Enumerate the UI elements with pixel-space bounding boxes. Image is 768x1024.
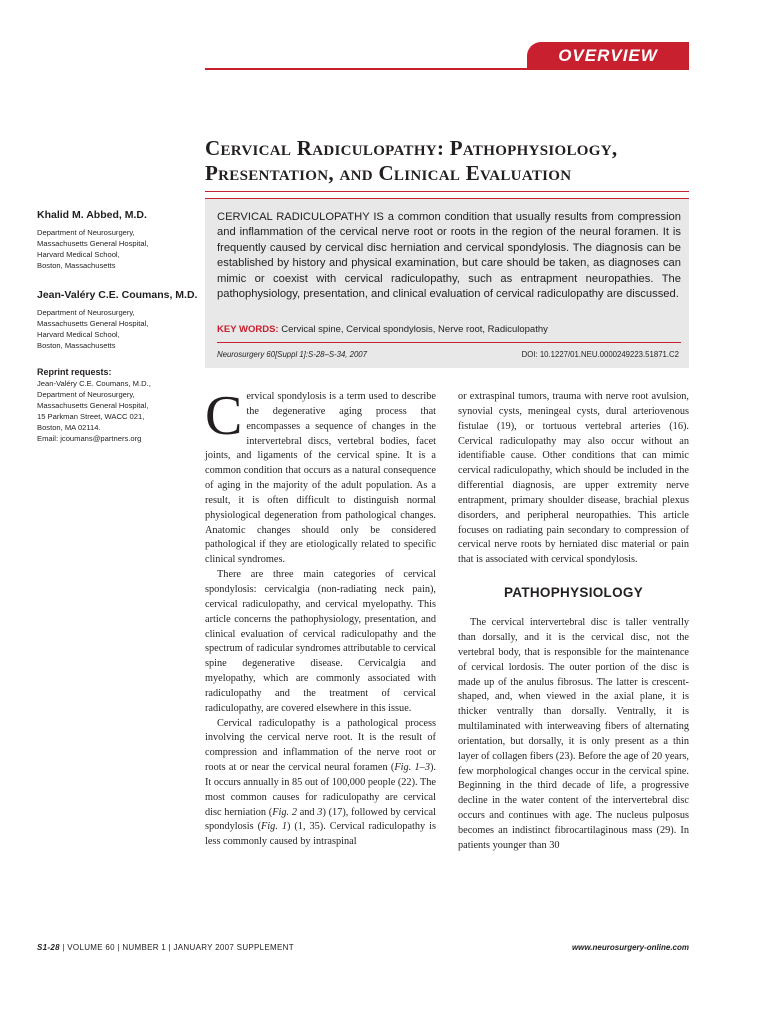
title-rule — [205, 191, 689, 192]
abstract-text: CERVICAL RADICULOPATHY IS a common condition that usually results from compression and inflammation of the cervical nerve root or roots in the region of the neural foramen. It is frequently caused by cervical disc herniation and cervical spondylosis. The diagnosis can be established by history and physical examination, but care should be taken, as diagnoses can mimic or coexist with cervical radiculopathy, such as entrapment neuropathies. The pathophysiology, presentation, and clinical evaluation of cervical radiculopathy are discussed. — [217, 211, 681, 301]
author-affiliation-line: Harvard Medical School, — [37, 330, 120, 339]
paragraph-text: Cervical radiculopathy is a pathological process involving the cervical nerve root. It is the result of compression and inflammation of the nerve root or roots at or near the cervical neural foramen ( — [205, 717, 436, 774]
author-affiliation-line: Boston, Massachusetts — [37, 261, 116, 270]
abstract-rule — [217, 342, 681, 343]
paragraph-text: ervical spondylosis is a term used to describe the degenerative aging process that encompasses a sequence of changes in the intervertebral discs, vertebral bodies, facet joints, and ligaments of the cervical spine. It is a common condition that occurs as a natural consequence of aging in the majority of the adult population. As a result, it is often difficult to distinguish normal physiological degeneration from pathological changes. Anatomic changes should only be considered pathological if they are etiologically related to specific clinical syndromes. — [205, 391, 436, 566]
paragraph-text: ). It occurs annually in 85 out of 100,000 people (22). The most common causes for radiculopathy are cervical disc herniation ( — [205, 762, 436, 818]
author-affiliation-line: Harvard Medical School, — [37, 250, 120, 259]
author-name: Jean-Valéry C.E. Coumans, M.D. — [37, 289, 198, 301]
keywords-list: Cervical spine, Cervical spondylosis, Nerve root, Radiculopathy — [281, 324, 548, 335]
author-affiliation-line: Massachusetts General Hospital, — [37, 239, 149, 248]
paragraph-text: ) (1, 35). Cervical radiculopathy is less commonly caused by intraspinal — [205, 821, 436, 848]
section-label-banner — [527, 42, 689, 69]
footer-issue-info — [37, 943, 294, 952]
abstract-box — [205, 198, 689, 368]
keywords — [217, 324, 681, 336]
figure-reference[interactable]: Fig. 1–3 — [394, 762, 430, 774]
author-affiliation-line: Massachusetts General Hospital, — [37, 319, 149, 328]
drop-cap: C — [205, 385, 243, 447]
figure-reference[interactable]: Fig. 2 — [272, 806, 297, 818]
body-paragraph: or extraspinal tumors, trauma with nerve root avulsion, synovial cysts, meningeal cysts, dural arteriovenous fistulae (19), or tortuous vertebral arteries (16). Cervical radiculopathy may also occur without an identifiable cause. Other conditions that can mimic cervical radiculopathy, which should be included in the differential diagnosis, are upper extremity nerve entrapment, primary shoulder disease, brachial plexus disorders, and peripheral neuropathies. This article focuses on radiating pain secondary to compression of cervical nerve roots by herniated disc material or pain that is associated with cervical spondylosis. — [458, 391, 689, 566]
body-column-right — [458, 390, 689, 854]
doi[interactable]: DOI: 10.1227/01.NEU.0000249223.51871.C2 — [521, 350, 679, 359]
reprint-heading: Reprint requests: — [37, 367, 112, 377]
issue-info: | VOLUME 60 | NUMBER 1 | JANUARY 2007 SUPPLEMENT — [62, 943, 294, 952]
author-affiliation-line: Department of Neurosurgery, — [37, 308, 135, 317]
reprint-line: Massachusetts General Hospital, — [37, 401, 149, 410]
figure-reference[interactable]: Fig. 1 — [261, 821, 287, 833]
reprint-line: Department of Neurosurgery, — [37, 390, 135, 399]
author-block-1 — [37, 209, 199, 271]
article-title — [205, 136, 689, 186]
article-title-line-1: Cervical Radiculopathy: Pathophysiology, — [205, 136, 618, 160]
citation: Neurosurgery 60[Suppl 1]:S-28–S-34, 2007 — [217, 350, 367, 359]
paragraph-text: and — [296, 806, 318, 818]
author-affiliation-line: Boston, Massachusetts — [37, 341, 116, 350]
author-block-2 — [37, 289, 199, 351]
reprint-line: Jean-Valéry C.E. Coumans, M.D., — [37, 379, 151, 388]
reprint-line: Boston, MA 02114. — [37, 423, 101, 432]
section-heading: PATHOPHYSIOLOGY — [503, 585, 643, 601]
article-title-line-2: Presentation, and Clinical Evaluation — [205, 161, 572, 185]
section-label: OVERVIEW — [558, 46, 658, 65]
reprint-line: 15 Parkman Street, WACC 021, — [37, 412, 145, 421]
reprint-requests — [37, 366, 199, 444]
author-affiliation-line: Department of Neurosurgery, — [37, 228, 135, 237]
header-rule — [205, 68, 689, 70]
reprint-email[interactable]: Email: jcoumans@partners.org — [37, 434, 142, 443]
body-paragraph — [205, 385, 436, 568]
page-number: S1-28 — [37, 943, 60, 952]
keywords-label: KEY WORDS: — [217, 324, 279, 335]
author-name: Khalid M. Abbed, M.D. — [37, 209, 147, 221]
body-paragraph — [205, 717, 436, 851]
body-paragraph: The cervical intervertebral disc is taller ventrally than dorsally, and it is the cervical disc, not the vertebral body, that is responsible for the maintenance of cervical lordosis. The outer portion of the disc is made up of the anulus fibrosus. The latter is crescent-shaped, and, when viewed in the axial plane, it is thicker ventrally than dorsally. Ventrally, it is multilaminated with interweaving fibers of alternating orientation, but dorsally, it is only present as a thin layer of collagen fibers (23). Before the age of 20 years, few morphological changes occur in the cervical spine. Beginning in the third decade of life, a progressive decline in the water content of the intervertebral disc occurs and continues with age. The nucleus pulposus becomes an indistinct fibrocartilaginous mass (29). In patients younger than 30 — [458, 617, 690, 851]
paragraph-text: ) (17), followed by cervical spondylosis ( — [205, 806, 436, 833]
figure-reference[interactable]: 3 — [317, 806, 323, 818]
footer-website[interactable]: www.neurosurgery-online.com — [571, 943, 689, 952]
body-column-left — [205, 385, 436, 850]
body-paragraph: There are three main categories of cervical spondylosis: cervicalgia (non-radiating neck pain), cervical radiculopathy, and cervical myelopathy. This article concerns the pathophysiology, presentation, and clinical evaluation of cervical radiculopathy and the spectrum of radicular syndromes attributable to cervical spine degenerative disease. Cervicalgia and myelopathy, which are commonly associated with radiculopathy and the treatment of cervical radiculopathy, are covered elsewhere in this issue. — [205, 569, 436, 714]
